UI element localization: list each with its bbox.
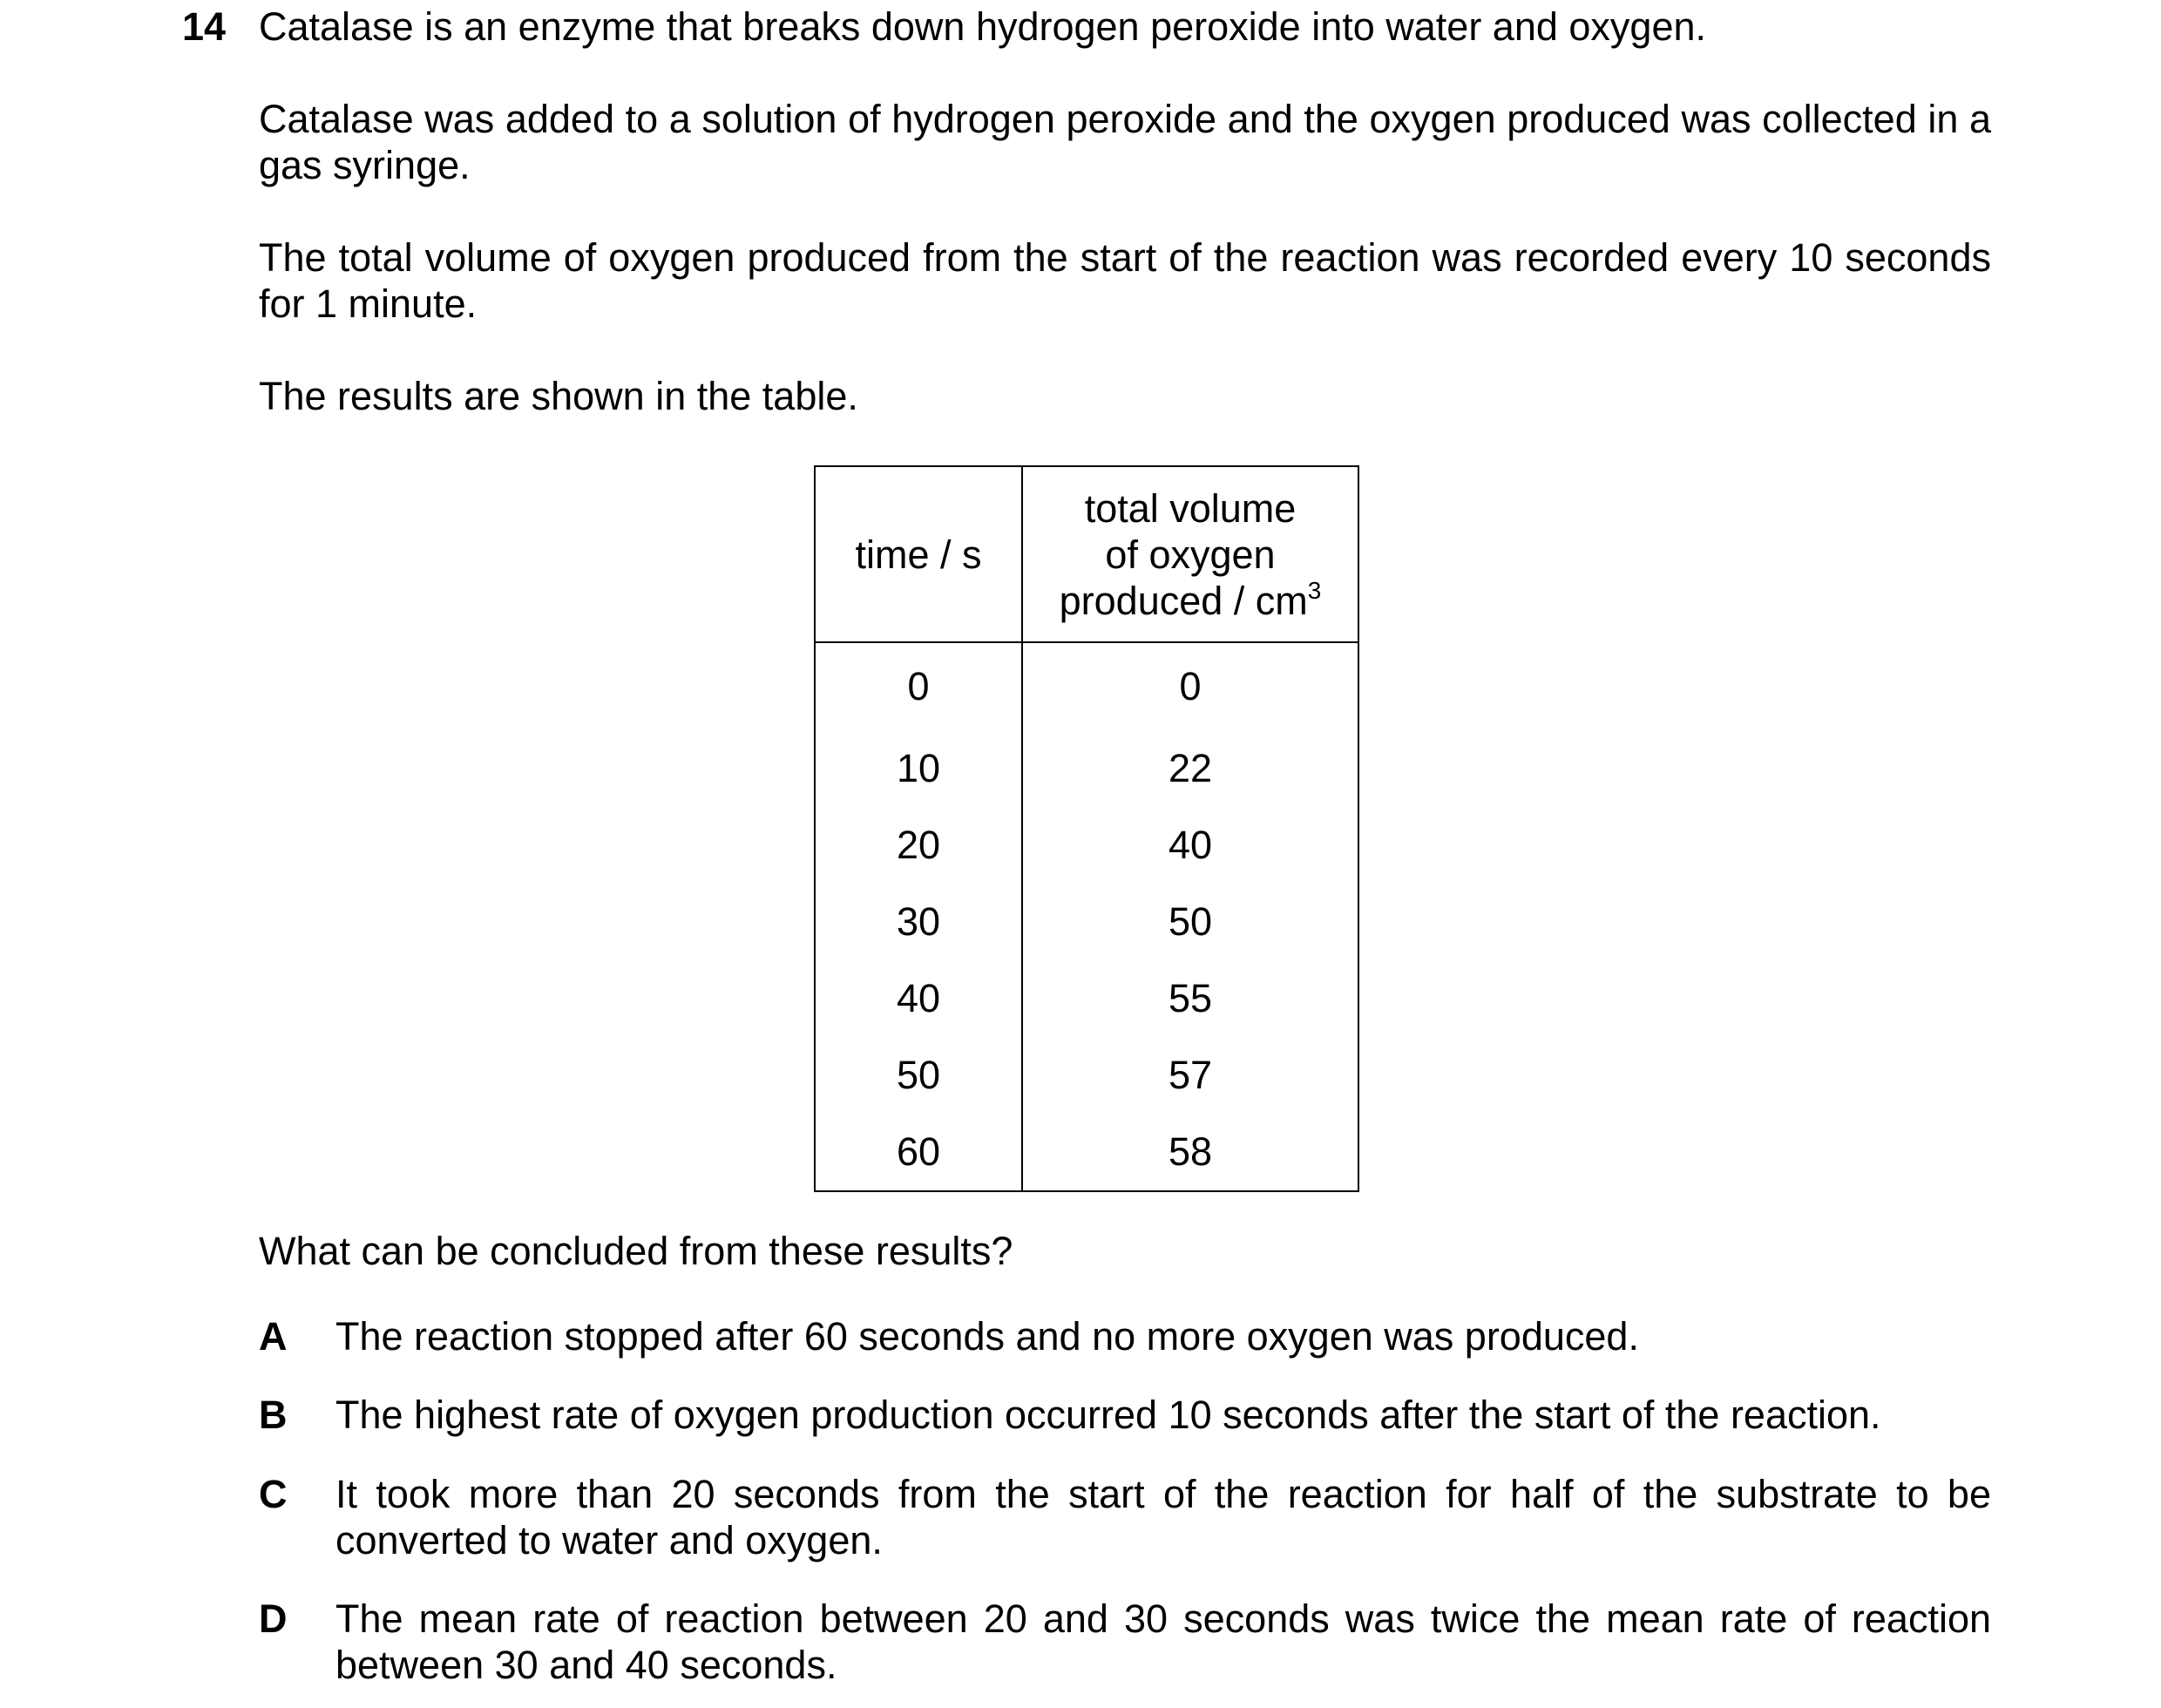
- cell-time: 60: [815, 1114, 1022, 1191]
- cell-time: 10: [815, 730, 1022, 807]
- cell-volume: 58: [1022, 1114, 1358, 1191]
- option-letter: D: [259, 1596, 288, 1641]
- cell-time: 50: [815, 1037, 1022, 1114]
- option-text: The mean rate of reaction between 20 and 30 seconds was twice the mean rate of reaction between 30 and 40 seconds.: [335, 1596, 1991, 1687]
- cell-time: 20: [815, 807, 1022, 884]
- table-row: [815, 1114, 1358, 1191]
- option-letter: C: [259, 1472, 288, 1516]
- cell-volume: 57: [1022, 1037, 1358, 1114]
- table-row: [815, 730, 1358, 807]
- option-letter: B: [259, 1393, 288, 1437]
- results-table: [814, 465, 1359, 1192]
- header-volume-unit-exponent: 3: [1307, 576, 1322, 604]
- table-row: [815, 807, 1358, 884]
- question-number: 14: [182, 4, 227, 49]
- cell-time: 40: [815, 960, 1022, 1037]
- table-row: [815, 960, 1358, 1037]
- intro-paragraph-4: The results are shown in the table.: [259, 374, 858, 418]
- option-text: The reaction stopped after 60 seconds and no more oxygen was produced.: [335, 1314, 1639, 1359]
- header-volume-unit: produced / cm: [1059, 578, 1308, 623]
- cell-volume: 40: [1022, 807, 1358, 884]
- table-row: [815, 1037, 1358, 1114]
- intro-paragraph-1: Catalase is an enzyme that breaks down hydrogen peroxide into water and oxygen.: [259, 4, 1707, 49]
- header-volume-line-1: total volume: [1084, 485, 1297, 531]
- option-text: The highest rate of oxygen production occurred 10 seconds after the start of the reaction.: [335, 1393, 1881, 1437]
- table-header-row: [815, 466, 1358, 642]
- table-row: [815, 884, 1358, 960]
- intro-paragraph-2: Catalase was added to a solution of hydrogen peroxide and the oxygen produced was collected in a gas syringe.: [259, 97, 1991, 187]
- cell-time: 30: [815, 884, 1022, 960]
- header-time: [815, 466, 1022, 642]
- option-text: It took more than 20 seconds from the start of the reaction for half of the substrate to be converted to water and oxygen.: [335, 1472, 1991, 1562]
- intro-paragraph-3: The total volume of oxygen produced from the start of the reaction was recorded every 10 seconds for 1 minute.: [259, 235, 1991, 326]
- table-row: [815, 642, 1358, 730]
- header-volume-line-2: of oxygen: [1105, 532, 1276, 577]
- header-volume-line-3: [1023, 578, 1358, 624]
- header-time-label: time / s: [855, 532, 982, 577]
- header-volume: [1022, 466, 1358, 642]
- option-letter: A: [259, 1314, 288, 1359]
- cell-volume: 22: [1022, 730, 1358, 807]
- question-prompt: What can be concluded from these results?: [259, 1229, 1013, 1273]
- cell-volume: 55: [1022, 960, 1358, 1037]
- cell-time: 0: [815, 642, 1022, 730]
- cell-volume: 50: [1022, 884, 1358, 960]
- cell-volume: 0: [1022, 642, 1358, 730]
